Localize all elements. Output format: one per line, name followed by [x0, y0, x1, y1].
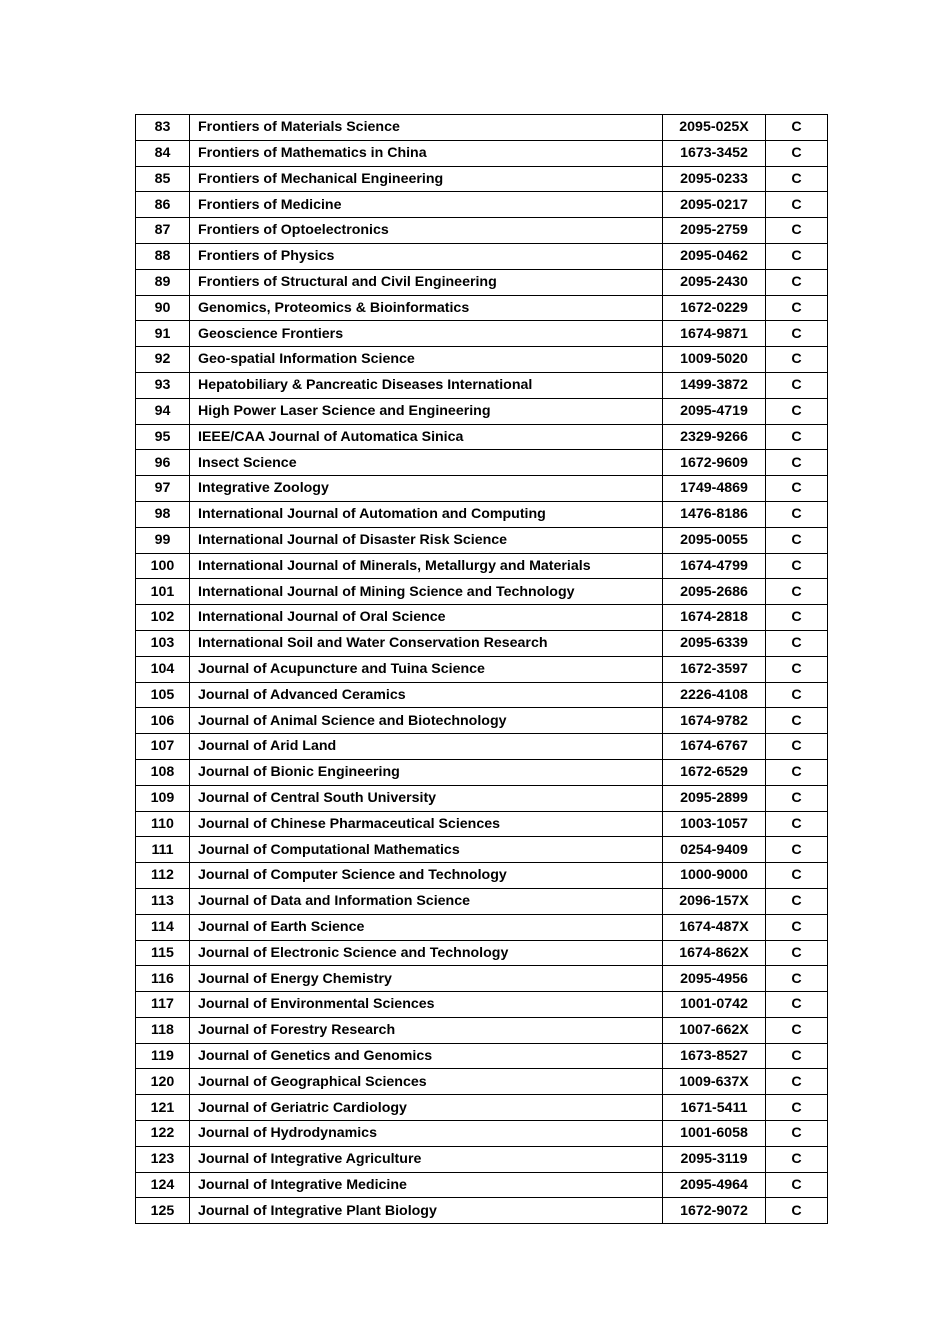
table-row	[136, 888, 828, 914]
row-number: 102	[136, 605, 190, 631]
grade-cell: C	[766, 579, 828, 605]
journal-title: Frontiers of Materials Science	[190, 115, 663, 141]
row-number: 96	[136, 450, 190, 476]
issn-cell: 2095-2430	[663, 269, 766, 295]
table-row	[136, 218, 828, 244]
journal-title: Journal of Electronic Science and Technology	[190, 940, 663, 966]
issn-cell: 2096-157X	[663, 888, 766, 914]
issn-cell: 2095-0462	[663, 243, 766, 269]
grade-cell: C	[766, 1095, 828, 1121]
issn-cell: 2095-025X	[663, 115, 766, 141]
table-row	[136, 734, 828, 760]
table-row	[136, 708, 828, 734]
journal-title: Journal of Forestry Research	[190, 1017, 663, 1043]
row-number: 86	[136, 192, 190, 218]
grade-cell: C	[766, 295, 828, 321]
journal-title: Genomics, Proteomics & Bioinformatics	[190, 295, 663, 321]
grade-cell: C	[766, 656, 828, 682]
journal-title: Journal of Integrative Agriculture	[190, 1146, 663, 1172]
row-number: 100	[136, 553, 190, 579]
journal-title: International Journal of Minerals, Metallurgy and Materials	[190, 553, 663, 579]
table-row	[136, 1095, 828, 1121]
issn-cell: 2095-4964	[663, 1172, 766, 1198]
issn-cell: 1001-6058	[663, 1121, 766, 1147]
row-number: 113	[136, 888, 190, 914]
issn-cell: 1674-6767	[663, 734, 766, 760]
grade-cell: C	[766, 269, 828, 295]
grade-cell: C	[766, 243, 828, 269]
table-row	[136, 1198, 828, 1224]
row-number: 123	[136, 1146, 190, 1172]
journal-title: Journal of Integrative Plant Biology	[190, 1198, 663, 1224]
grade-cell: C	[766, 527, 828, 553]
issn-cell: 1674-862X	[663, 940, 766, 966]
grade-cell: C	[766, 450, 828, 476]
journal-title: Insect Science	[190, 450, 663, 476]
journal-title: Journal of Hydrodynamics	[190, 1121, 663, 1147]
grade-cell: C	[766, 1043, 828, 1069]
row-number: 105	[136, 682, 190, 708]
journal-title: Journal of Arid Land	[190, 734, 663, 760]
table-row	[136, 914, 828, 940]
grade-cell: C	[766, 553, 828, 579]
table-row	[136, 1069, 828, 1095]
journal-title: Frontiers of Medicine	[190, 192, 663, 218]
grade-cell: C	[766, 140, 828, 166]
issn-cell: 2226-4108	[663, 682, 766, 708]
issn-cell: 2095-2759	[663, 218, 766, 244]
journal-title: Journal of Integrative Medicine	[190, 1172, 663, 1198]
table-row	[136, 501, 828, 527]
table-row	[136, 527, 828, 553]
table-row	[136, 682, 828, 708]
grade-cell: C	[766, 966, 828, 992]
table-row	[136, 1043, 828, 1069]
row-number: 94	[136, 398, 190, 424]
grade-cell: C	[766, 1172, 828, 1198]
issn-cell: 2095-0233	[663, 166, 766, 192]
journal-title: Journal of Computational Mathematics	[190, 837, 663, 863]
table-row	[136, 1017, 828, 1043]
grade-cell: C	[766, 321, 828, 347]
grade-cell: C	[766, 1017, 828, 1043]
journal-title: Journal of Energy Chemistry	[190, 966, 663, 992]
row-number: 93	[136, 372, 190, 398]
table-row	[136, 1146, 828, 1172]
grade-cell: C	[766, 630, 828, 656]
row-number: 85	[136, 166, 190, 192]
journal-title: Journal of Geographical Sciences	[190, 1069, 663, 1095]
table-row	[136, 372, 828, 398]
row-number: 115	[136, 940, 190, 966]
issn-cell: 2095-0217	[663, 192, 766, 218]
journal-title: Hepatobiliary & Pancreatic Diseases International	[190, 372, 663, 398]
table-row	[136, 553, 828, 579]
journal-title: High Power Laser Science and Engineering	[190, 398, 663, 424]
journal-title: Journal of Geriatric Cardiology	[190, 1095, 663, 1121]
row-number: 119	[136, 1043, 190, 1069]
issn-cell: 1673-3452	[663, 140, 766, 166]
grade-cell: C	[766, 759, 828, 785]
row-number: 106	[136, 708, 190, 734]
grade-cell: C	[766, 372, 828, 398]
table-row	[136, 759, 828, 785]
row-number: 97	[136, 476, 190, 502]
grade-cell: C	[766, 811, 828, 837]
row-number: 99	[136, 527, 190, 553]
grade-cell: C	[766, 424, 828, 450]
journal-title: Journal of Computer Science and Technology	[190, 863, 663, 889]
row-number: 111	[136, 837, 190, 863]
row-number: 87	[136, 218, 190, 244]
issn-cell: 1672-0229	[663, 295, 766, 321]
row-number: 104	[136, 656, 190, 682]
table-row	[136, 192, 828, 218]
journal-title: International Journal of Automation and Computing	[190, 501, 663, 527]
issn-cell: 1749-4869	[663, 476, 766, 502]
issn-cell: 2095-4956	[663, 966, 766, 992]
table-row	[136, 269, 828, 295]
issn-cell: 1001-0742	[663, 992, 766, 1018]
journal-title: Journal of Animal Science and Biotechnology	[190, 708, 663, 734]
grade-cell: C	[766, 1121, 828, 1147]
grade-cell: C	[766, 708, 828, 734]
row-number: 125	[136, 1198, 190, 1224]
row-number: 90	[136, 295, 190, 321]
journal-title: Journal of Earth Science	[190, 914, 663, 940]
issn-cell: 1476-8186	[663, 501, 766, 527]
table-row	[136, 966, 828, 992]
grade-cell: C	[766, 837, 828, 863]
table-row	[136, 605, 828, 631]
table-row	[136, 992, 828, 1018]
grade-cell: C	[766, 218, 828, 244]
grade-cell: C	[766, 476, 828, 502]
table-row	[136, 295, 828, 321]
journal-title: Integrative Zoology	[190, 476, 663, 502]
row-number: 118	[136, 1017, 190, 1043]
table-row	[136, 166, 828, 192]
issn-cell: 1674-9871	[663, 321, 766, 347]
journal-title: Geoscience Frontiers	[190, 321, 663, 347]
grade-cell: C	[766, 863, 828, 889]
row-number: 109	[136, 785, 190, 811]
grade-cell: C	[766, 605, 828, 631]
row-number: 91	[136, 321, 190, 347]
issn-cell: 2095-4719	[663, 398, 766, 424]
journal-title: International Journal of Oral Science	[190, 605, 663, 631]
grade-cell: C	[766, 115, 828, 141]
row-number: 121	[136, 1095, 190, 1121]
grade-cell: C	[766, 682, 828, 708]
row-number: 98	[136, 501, 190, 527]
table-row	[136, 140, 828, 166]
grade-cell: C	[766, 734, 828, 760]
grade-cell: C	[766, 398, 828, 424]
table-row	[136, 424, 828, 450]
issn-cell: 1000-9000	[663, 863, 766, 889]
grade-cell: C	[766, 785, 828, 811]
row-number: 83	[136, 115, 190, 141]
issn-cell: 1499-3872	[663, 372, 766, 398]
issn-cell: 1672-3597	[663, 656, 766, 682]
journal-title: Geo-spatial Information Science	[190, 347, 663, 373]
row-number: 124	[136, 1172, 190, 1198]
table-row	[136, 450, 828, 476]
issn-cell: 1674-4799	[663, 553, 766, 579]
issn-cell: 1009-637X	[663, 1069, 766, 1095]
issn-cell: 1009-5020	[663, 347, 766, 373]
table-row	[136, 863, 828, 889]
journal-title: Journal of Environmental Sciences	[190, 992, 663, 1018]
journal-title: Frontiers of Mathematics in China	[190, 140, 663, 166]
issn-cell: 2095-2899	[663, 785, 766, 811]
row-number: 117	[136, 992, 190, 1018]
journal-title: Journal of Central South University	[190, 785, 663, 811]
table-row	[136, 811, 828, 837]
grade-cell: C	[766, 914, 828, 940]
issn-cell: 1674-2818	[663, 605, 766, 631]
table-row	[136, 347, 828, 373]
row-number: 84	[136, 140, 190, 166]
journal-title: Journal of Chinese Pharmaceutical Sciences	[190, 811, 663, 837]
row-number: 103	[136, 630, 190, 656]
journal-title: Journal of Genetics and Genomics	[190, 1043, 663, 1069]
journal-title: International Journal of Mining Science and Technology	[190, 579, 663, 605]
row-number: 95	[136, 424, 190, 450]
grade-cell: C	[766, 1146, 828, 1172]
table-row	[136, 630, 828, 656]
table-row	[136, 115, 828, 141]
table-row	[136, 398, 828, 424]
grade-cell: C	[766, 888, 828, 914]
journal-title: Journal of Bionic Engineering	[190, 759, 663, 785]
row-number: 110	[136, 811, 190, 837]
row-number: 92	[136, 347, 190, 373]
journal-title: Journal of Data and Information Science	[190, 888, 663, 914]
journal-table-body	[136, 115, 828, 1224]
issn-cell: 1672-9072	[663, 1198, 766, 1224]
grade-cell: C	[766, 1069, 828, 1095]
issn-cell: 1007-662X	[663, 1017, 766, 1043]
journal-title: Frontiers of Mechanical Engineering	[190, 166, 663, 192]
issn-cell: 1003-1057	[663, 811, 766, 837]
grade-cell: C	[766, 940, 828, 966]
row-number: 120	[136, 1069, 190, 1095]
issn-cell: 0254-9409	[663, 837, 766, 863]
issn-cell: 2095-6339	[663, 630, 766, 656]
journal-title: Frontiers of Structural and Civil Engineering	[190, 269, 663, 295]
table-row	[136, 940, 828, 966]
table-row	[136, 837, 828, 863]
grade-cell: C	[766, 347, 828, 373]
issn-cell: 1674-487X	[663, 914, 766, 940]
journal-title: Journal of Acupuncture and Tuina Science	[190, 656, 663, 682]
journal-title: IEEE/CAA Journal of Automatica Sinica	[190, 424, 663, 450]
issn-cell: 1671-5411	[663, 1095, 766, 1121]
journal-title: International Soil and Water Conservation Research	[190, 630, 663, 656]
row-number: 108	[136, 759, 190, 785]
table-row	[136, 321, 828, 347]
grade-cell: C	[766, 501, 828, 527]
table-row	[136, 1172, 828, 1198]
journal-title: Frontiers of Physics	[190, 243, 663, 269]
row-number: 107	[136, 734, 190, 760]
row-number: 122	[136, 1121, 190, 1147]
journal-table	[135, 114, 828, 1224]
table-row	[136, 656, 828, 682]
row-number: 112	[136, 863, 190, 889]
table-row	[136, 1121, 828, 1147]
row-number: 89	[136, 269, 190, 295]
table-row	[136, 579, 828, 605]
issn-cell: 2329-9266	[663, 424, 766, 450]
grade-cell: C	[766, 1198, 828, 1224]
issn-cell: 1672-6529	[663, 759, 766, 785]
table-row	[136, 476, 828, 502]
row-number: 101	[136, 579, 190, 605]
issn-cell: 2095-3119	[663, 1146, 766, 1172]
issn-cell: 1673-8527	[663, 1043, 766, 1069]
issn-cell: 2095-2686	[663, 579, 766, 605]
row-number: 114	[136, 914, 190, 940]
grade-cell: C	[766, 192, 828, 218]
journal-title: Journal of Advanced Ceramics	[190, 682, 663, 708]
journal-title: Frontiers of Optoelectronics	[190, 218, 663, 244]
table-row	[136, 785, 828, 811]
issn-cell: 2095-0055	[663, 527, 766, 553]
row-number: 116	[136, 966, 190, 992]
row-number: 88	[136, 243, 190, 269]
table-row	[136, 243, 828, 269]
grade-cell: C	[766, 166, 828, 192]
grade-cell: C	[766, 992, 828, 1018]
journal-title: International Journal of Disaster Risk Science	[190, 527, 663, 553]
issn-cell: 1674-9782	[663, 708, 766, 734]
issn-cell: 1672-9609	[663, 450, 766, 476]
